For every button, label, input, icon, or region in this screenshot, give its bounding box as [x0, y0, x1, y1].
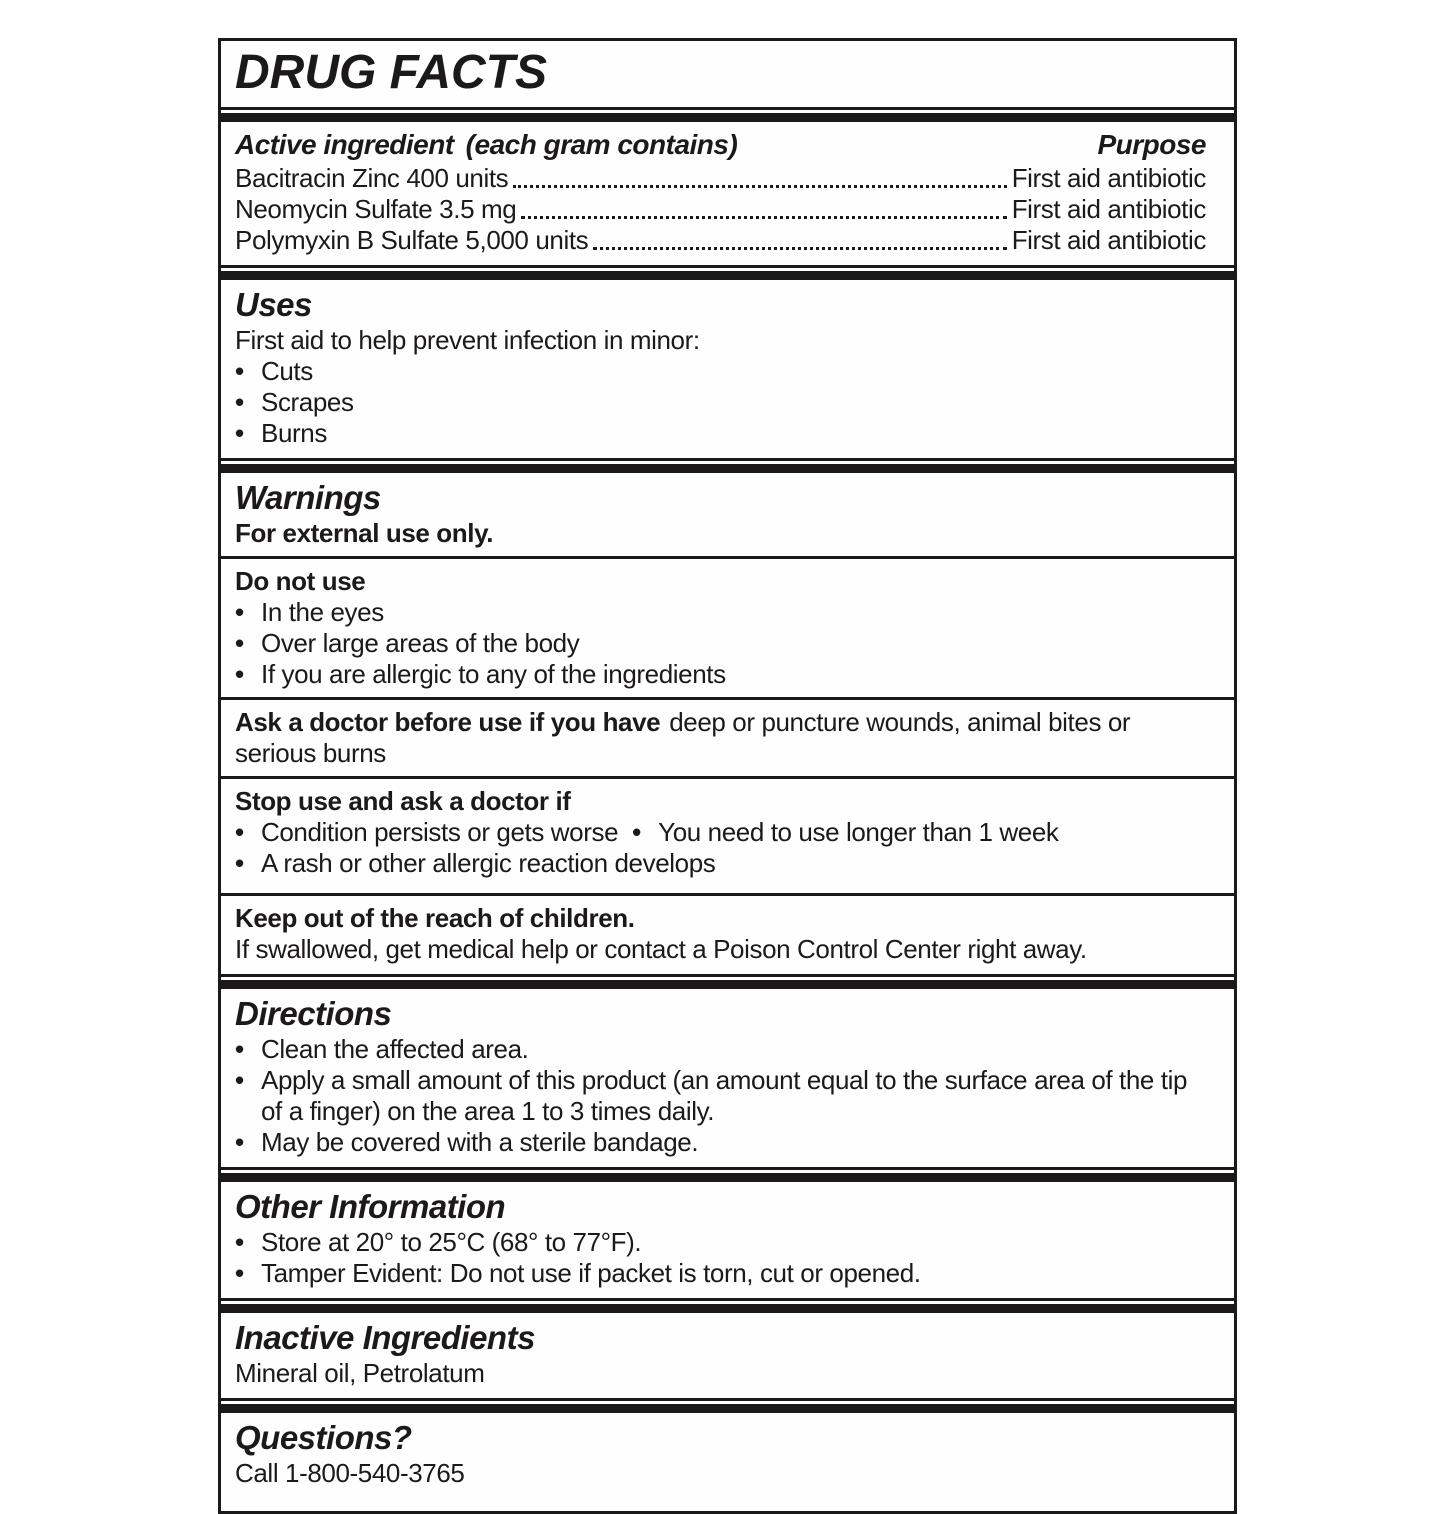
ingredient-row — [235, 163, 1206, 194]
list-item: • Condition persists or gets worse — [235, 817, 619, 847]
uses-intro: First aid to help prevent infection in minor: — [235, 325, 700, 355]
section-divider — [221, 1298, 1234, 1313]
bullet-icon: • — [235, 1227, 244, 1257]
list-row — [235, 817, 1206, 848]
ingredient-name: Bacitracin Zinc 400 units — [235, 163, 509, 193]
ingredient-purpose: First aid antibiotic — [1011, 225, 1206, 255]
ingredient-purpose: First aid antibiotic — [1011, 163, 1206, 193]
list-item: • Scrapes — [235, 387, 354, 417]
section-uses — [221, 280, 1234, 458]
section-divider — [221, 1398, 1234, 1413]
section-divider — [221, 265, 1234, 280]
list-item: • Apply a small amount of this product (an amount equal to the surface area of the tip of a finger) on the area 1 to 3 times daily. — [235, 1065, 1188, 1126]
bullet-icon: • — [235, 1258, 244, 1288]
list-item: • Burns — [235, 418, 327, 448]
list-item: • You need to use longer than 1 week — [632, 817, 1059, 847]
bullet-icon: • — [235, 597, 244, 627]
bullet-icon: • — [235, 387, 244, 417]
section-other-information — [221, 1182, 1234, 1298]
warnings-heading: Warnings — [235, 479, 381, 516]
section-divider — [221, 1167, 1234, 1182]
list-item: • Cuts — [235, 356, 313, 386]
other-information-heading: Other Information — [235, 1188, 506, 1225]
page-title: DRUG FACTS — [235, 46, 547, 99]
active-ingredient-header — [235, 127, 1206, 163]
do-not-use-heading: Do not use — [235, 566, 366, 596]
dotted-leader — [521, 216, 1006, 219]
sub-divider — [221, 556, 1234, 559]
list-item: • If you are allergic to any of the ingredients — [235, 659, 726, 689]
dotted-leader — [593, 247, 1006, 250]
section-active-ingredient — [221, 122, 1234, 265]
ingredient-row — [235, 225, 1206, 256]
external-use-statement: For external use only. — [235, 518, 494, 548]
list-item: • Clean the affected area. — [235, 1034, 529, 1064]
dotted-leader — [513, 185, 1006, 188]
sub-divider — [221, 697, 1234, 700]
ask-doctor-text: deep or puncture wounds, animal bites or serious burns — [235, 707, 1131, 768]
ingredient-row — [235, 194, 1206, 225]
section-inactive-ingredients — [221, 1313, 1234, 1398]
active-ingredient-note: (each gram contains) — [465, 129, 738, 160]
ask-doctor-lead: Ask a doctor before use if you have — [235, 707, 661, 737]
bullet-icon: • — [235, 848, 244, 878]
inactive-ingredients-text: Mineral oil, Petrolatum — [235, 1358, 485, 1388]
bullet-icon: • — [235, 817, 244, 847]
bullet-icon: • — [235, 1034, 244, 1064]
drug-facts-label — [218, 38, 1237, 1514]
list-item: • In the eyes — [235, 597, 384, 627]
bullet-icon: • — [632, 817, 641, 847]
section-divider — [221, 974, 1234, 989]
section-questions — [221, 1413, 1234, 1511]
bullet-icon: • — [235, 1065, 244, 1095]
section-warnings — [221, 473, 1234, 974]
list-item: • A rash or other allergic reaction develops — [235, 848, 716, 878]
inactive-ingredients-heading: Inactive Ingredients — [235, 1319, 535, 1356]
list-item: • Over large areas of the body — [235, 628, 580, 658]
section-divider — [221, 107, 1234, 122]
list-item: • Store at 20° to 25°C (68° to 77°F). — [235, 1227, 642, 1257]
bullet-icon: • — [235, 418, 244, 448]
uses-heading: Uses — [235, 286, 312, 323]
bullet-icon: • — [235, 659, 244, 689]
questions-heading: Questions? — [235, 1419, 412, 1456]
section-divider — [221, 458, 1234, 473]
ask-doctor-statement — [221, 707, 1234, 769]
sub-divider — [221, 776, 1234, 779]
sub-divider — [221, 893, 1234, 896]
bullet-icon: • — [235, 1127, 244, 1157]
purpose-label: Purpose — [1097, 129, 1206, 160]
ingredient-name: Polymyxin B Sulfate 5,000 units — [235, 225, 589, 255]
questions-phone: Call 1-800-540-3765 — [235, 1458, 465, 1488]
list-item: • May be covered with a sterile bandage. — [235, 1127, 699, 1157]
keep-out-text: If swallowed, get medical help or contact a Poison Control Center right away. — [235, 934, 1087, 964]
ingredient-name: Neomycin Sulfate 3.5 mg — [235, 194, 517, 224]
section-directions — [221, 989, 1234, 1167]
active-ingredient-heading: Active ingredient — [235, 129, 454, 160]
list-item: • Tamper Evident: Do not use if packet is torn, cut or opened. — [235, 1258, 921, 1288]
bullet-icon: • — [235, 356, 244, 386]
keep-out-heading: Keep out of the reach of children. — [235, 903, 635, 933]
ingredient-purpose: First aid antibiotic — [1011, 194, 1206, 224]
bullet-icon: • — [235, 628, 244, 658]
stop-use-heading: Stop use and ask a doctor if — [235, 786, 571, 816]
directions-heading: Directions — [235, 995, 392, 1032]
